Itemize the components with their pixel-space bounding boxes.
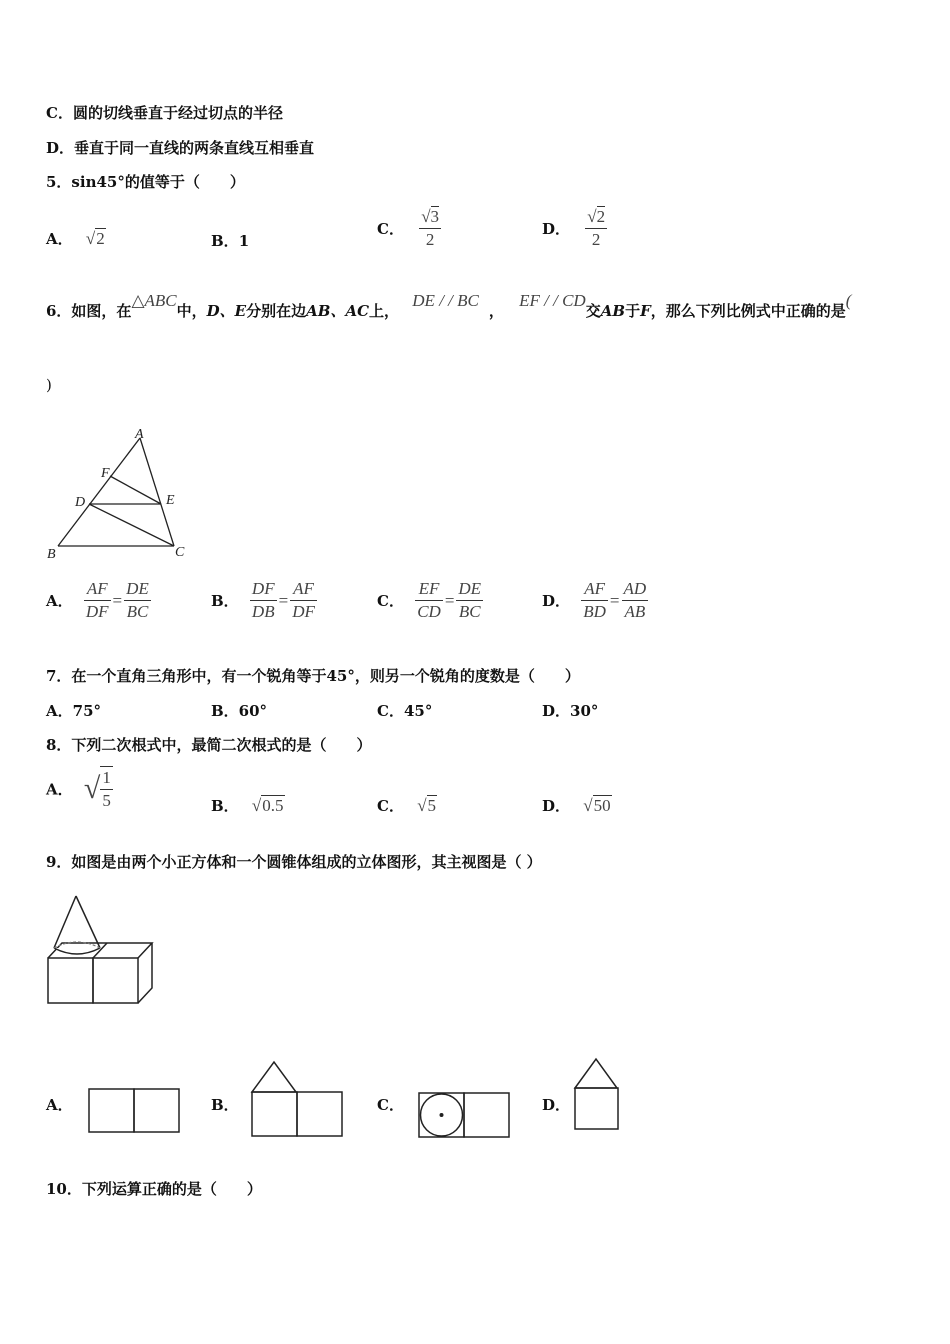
- label-e: E: [166, 493, 175, 508]
- q9-option-c-label: C．: [377, 1096, 404, 1114]
- side-ac: [140, 438, 174, 546]
- q5-option-d: D． $\frac{√2}{2}$: [542, 207, 606, 249]
- label-f: F: [101, 466, 110, 481]
- q5-option-b: B．1: [211, 232, 250, 250]
- q8-stem: 8．下列二次根式中，最简二次根式的是（ ）: [46, 736, 372, 754]
- side-ab: [58, 438, 140, 546]
- q5-stem: 5．sin45°的值等于（ ）: [46, 173, 245, 191]
- q4-option-c: C．圆的切线垂直于经过切点的半径: [46, 104, 283, 122]
- q8-option-c: C． √5: [377, 796, 437, 815]
- q9-option-a-label: A．: [46, 1096, 73, 1114]
- fraction: $\frac{√3}{2}$: [421, 207, 440, 249]
- q6-close-paren: ): [46, 376, 52, 394]
- q6-stem: 6．如图，在△ABC中，D、E分别在边AB、AC上， DE / / BC， EF / / CD交AB于F，那么下列比例式中正确的是(: [46, 291, 852, 320]
- q7-option-c: C．45°: [377, 702, 433, 720]
- q6-option-d: D． $\frac{AF}{BD}$ = $\frac{AD}{AB}$: [542, 579, 647, 621]
- q9-option-c-figure: [416, 1090, 512, 1140]
- q7-option-a: A．75°: [46, 702, 102, 720]
- q6-option-a: A． $\frac{AF}{DF}$ = $\frac{DE}{BC}$: [46, 579, 149, 621]
- q9-option-b-figure: [249, 1058, 345, 1140]
- q9-option-a-figure: [86, 1086, 182, 1136]
- label-c: C: [175, 545, 185, 560]
- q6-option-c: C． $\frac{EF}{CD}$ = $\frac{DE}{BC}$: [377, 579, 482, 621]
- q8-option-b: B． √0.5: [211, 796, 284, 815]
- fraction: $\frac{√2}{2}$: [587, 207, 606, 249]
- q9-option-d-label: D．: [542, 1096, 571, 1114]
- sqrt-fraction: √ $\frac{1}{5}$: [83, 768, 111, 810]
- q8-option-d: D． √50: [542, 796, 611, 815]
- sqrt-expression: √2: [85, 229, 105, 248]
- label-b: B: [47, 547, 56, 562]
- q6-triangle-figure: [44, 424, 194, 564]
- q9-stem: 9．如图是由两个小正方体和一个圆锥体组成的立体图形，其主视图是（ ）: [46, 853, 542, 871]
- q4-option-d: D．垂直于同一直线的两条直线互相垂直: [46, 139, 315, 157]
- q7-option-b: B．60°: [211, 702, 268, 720]
- label-a: A: [135, 427, 144, 442]
- label-d: D: [75, 495, 86, 510]
- q9-option-b-label: B．: [211, 1096, 239, 1114]
- q6-option-b: B． $\frac{DF}{DB}$ = $\frac{AF}{DF}$: [211, 579, 315, 621]
- q9-solid-figure: [44, 890, 159, 1010]
- q8-option-a: A． √ $\frac{1}{5}$: [46, 768, 111, 810]
- option-label: A．: [46, 230, 73, 248]
- q10-stem: 10．下列运算正确的是（ ）: [46, 1180, 262, 1198]
- q5-option-a: [46, 228, 106, 249]
- q7-stem: 7．在一个直角三角形中，有一个锐角等于45°，则另一个锐角的度数是（ ）: [46, 667, 580, 685]
- q9-option-d-figure: [572, 1056, 624, 1134]
- q7-option-d: D．30°: [542, 702, 599, 720]
- segment-dc: [89, 504, 174, 546]
- q5-option-c: C． $\frac{√3}{2}$: [377, 207, 440, 249]
